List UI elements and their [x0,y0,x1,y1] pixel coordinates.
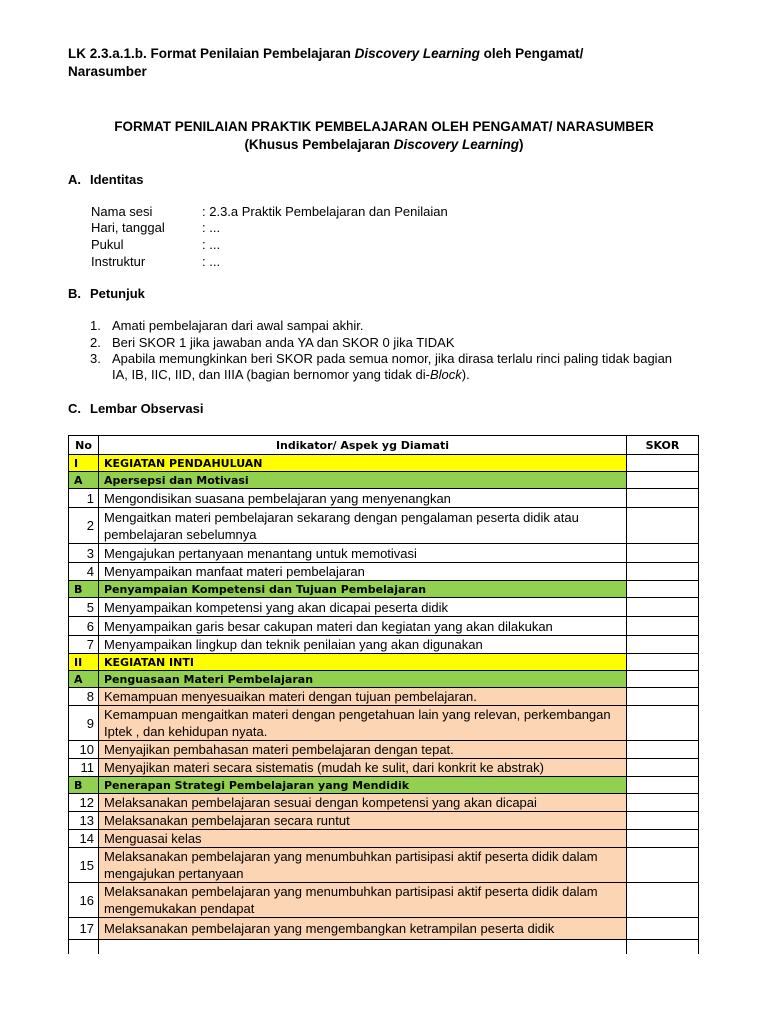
table-row [69,812,699,830]
instruction-item [90,318,690,334]
section-heading-identitas [68,172,143,187]
identity-label: Nama sesi [91,204,153,219]
row-heading: Penyampaian Kompetensi dan Tujuan Pembelajaran [99,581,627,598]
form-title-line2-prefix: (Khusus Pembelajaran [244,137,394,152]
indicator-text: Melaksanakan pembelajaran yang menumbuhkan partisipasi aktif peserta didik dalam mengajukan pertanyaan [99,848,627,883]
indicator-text: Mengaitkan materi pembelajaran sekarang dengan pengalaman peserta didik atau pembelajaran sebelumnya [99,508,627,544]
indicator-text: Menyajikan pembahasan materi pembelajaran dengan tepat. [99,741,627,759]
subsection-row [69,581,699,598]
identity-label: Instruktur [91,254,146,269]
identity-label: Pukul [91,237,124,252]
row-number: 5 [69,598,99,617]
table-row [69,759,699,777]
table-row [69,563,699,581]
score-cell[interactable] [627,472,699,489]
score-cell[interactable] [627,636,699,654]
table-row [69,918,699,940]
column-header-indicator: Indikator/ Aspek yg Diamati [99,436,627,455]
empty-cell [99,940,627,954]
section-row [69,654,699,671]
instruction-number: 2. [90,335,101,350]
score-cell[interactable] [627,563,699,581]
identity-value: : ... [202,254,221,269]
section-heading-petunjuk [68,286,145,301]
row-number: 15 [69,848,99,883]
row-number: 4 [69,563,99,581]
form-title-line2-suffix: ) [519,137,524,152]
row-code: B [69,581,99,598]
row-code: A [69,472,99,489]
table-row [69,636,699,654]
indicator-text: Menguasai kelas [99,830,627,848]
row-number: 9 [69,706,99,741]
indicator-text: Mengondisikan suasana pembelajaran yang menyenangkan [99,489,627,508]
row-number: 14 [69,830,99,848]
row-number: 6 [69,617,99,636]
score-cell[interactable] [627,759,699,777]
row-number: 8 [69,688,99,706]
instruction-number: 3. [90,351,101,366]
table-row [69,883,699,918]
instruction-text-italic: Block [429,367,462,382]
observation-table [68,435,699,954]
row-code: B [69,777,99,794]
row-heading: Penguasaan Materi Pembelajaran [99,671,627,688]
row-heading: KEGIATAN INTI [99,654,627,671]
identity-row-pukul [91,237,220,253]
indicator-text: Menyampaikan manfaat materi pembelajaran [99,563,627,581]
table-row [69,741,699,759]
document-title-prefix: LK 2.3.a.1.b. Format Penilaian Pembelajaran [68,46,355,61]
section-letter: C. [68,401,81,416]
indicator-text: Melaksanakan pembelajaran yang menumbuhkan partisipasi aktif peserta didik dalam mengemukakan pendapat [99,883,627,918]
score-cell[interactable] [627,654,699,671]
row-number: 1 [69,489,99,508]
score-cell[interactable] [627,706,699,741]
subsection-row [69,472,699,489]
table-row [69,598,699,617]
row-heading: Apersepsi dan Motivasi [99,472,627,489]
score-cell[interactable] [627,688,699,706]
identity-label: Hari, tanggal [91,220,165,235]
score-cell[interactable] [627,508,699,544]
row-number: 17 [69,918,99,940]
section-row [69,455,699,472]
indicator-text: Menyampaikan garis besar cakupan materi dan kegiatan yang akan dilakukan [99,617,627,636]
subsection-row [69,671,699,688]
indicator-text: Melaksanakan pembelajaran secara runtut [99,812,627,830]
score-cell[interactable] [627,848,699,883]
row-heading: Penerapan Strategi Pembelajaran yang Mendidik [99,777,627,794]
instruction-text-suffix: ). [461,367,470,382]
row-number: 2 [69,508,99,544]
column-header-score: SKOR [627,436,699,455]
indicator-text: Menyampaikan lingkup dan teknik penilaian yang akan digunakan [99,636,627,654]
score-cell[interactable] [627,598,699,617]
table-row [69,544,699,563]
score-cell[interactable] [627,918,699,940]
score-cell[interactable] [627,617,699,636]
indicator-text: Menyampaikan kompetensi yang akan dicapai peserta didik [99,598,627,617]
identity-row-hari-tanggal [91,220,220,236]
identity-row-nama-sesi [91,204,448,220]
score-cell[interactable] [627,830,699,848]
indicator-text: Menyajikan materi secara sistematis (mudah ke sulit, dari konkrit ke abstrak) [99,759,627,777]
document-title [68,45,708,81]
instruction-item [90,351,690,383]
table-row [69,508,699,544]
instruction-item [90,335,690,351]
table-row [69,688,699,706]
identity-value: : 2.3.a Praktik Pembelajaran dan Penilaian [202,204,448,219]
row-code: II [69,654,99,671]
section-title: Lembar Observasi [90,401,204,416]
row-number: 7 [69,636,99,654]
form-title [40,118,728,154]
indicator-text: Melaksanakan pembelajaran sesuai dengan kompetensi yang akan dicapai [99,794,627,812]
table-row [69,830,699,848]
identity-value: : ... [202,220,221,235]
instruction-text: Beri SKOR 1 jika jawaban anda YA dan SKOR 0 jika TIDAK [112,335,455,350]
document-title-suffix: oleh Pengamat/ [479,46,584,61]
table-body [69,455,699,954]
empty-cell [69,940,99,954]
empty-cell [627,940,699,954]
indicator-text: Kemampuan mengaitkan materi dengan pengetahuan lain yang relevan, perkembangan Iptek , dan kehidupan nyata. [99,706,627,741]
score-cell[interactable] [627,455,699,472]
form-title-line1: FORMAT PENILAIAN PRAKTIK PEMBELAJARAN OLEH PENGAMAT/ NARASUMBER [114,119,654,134]
score-cell[interactable] [627,671,699,688]
indicator-text: Kemampuan menyesuaikan materi dengan tujuan pembelajaran. [99,688,627,706]
table-row [69,706,699,741]
column-header-no: No [69,436,99,455]
indicator-text: Melaksanakan pembelajaran yang mengembangkan ketrampilan peserta didik [99,918,627,940]
score-cell[interactable] [627,544,699,563]
table-row [69,848,699,883]
continuation-row [69,940,699,954]
section-heading-lembar-observasi [68,401,203,416]
row-number: 13 [69,812,99,830]
instruction-text: Apabila memungkinkan beri SKOR pada semua nomor, jika dirasa terlalu rinci paling tidak bagian IA, IB, IIC, IID, dan IIIA (bagian bernomor yang tidak di- [112,351,673,382]
instruction-number: 1. [90,318,101,333]
score-cell[interactable] [627,741,699,759]
indicator-text: Mengajukan pertanyaan menantang untuk memotivasi [99,544,627,563]
identity-value: : ... [202,237,221,252]
score-cell[interactable] [627,883,699,918]
section-letter: B. [68,286,81,301]
section-letter: A. [68,172,81,187]
table-header-row [69,436,699,455]
row-number: 10 [69,741,99,759]
row-number: 3 [69,544,99,563]
table-row [69,489,699,508]
score-cell[interactable] [627,812,699,830]
row-number: 12 [69,794,99,812]
section-title: Petunjuk [90,286,145,301]
subsection-row [69,777,699,794]
table-row [69,794,699,812]
identity-row-instruktur [91,254,220,270]
table-row [69,617,699,636]
row-code: I [69,455,99,472]
instruction-text: Amati pembelajaran dari awal sampai akhir. [112,318,364,333]
row-number: 11 [69,759,99,777]
row-heading: KEGIATAN PENDAHULUAN [99,455,627,472]
document-title-italic: Discovery Learning [354,46,480,61]
section-title: Identitas [90,172,144,187]
form-title-line2-italic: Discovery Learning [393,137,520,152]
document-title-line2: Narasumber [68,64,147,79]
score-cell[interactable] [627,777,699,794]
score-cell[interactable] [627,489,699,508]
row-number: 16 [69,883,99,918]
score-cell[interactable] [627,794,699,812]
score-cell[interactable] [627,581,699,598]
row-code: A [69,671,99,688]
